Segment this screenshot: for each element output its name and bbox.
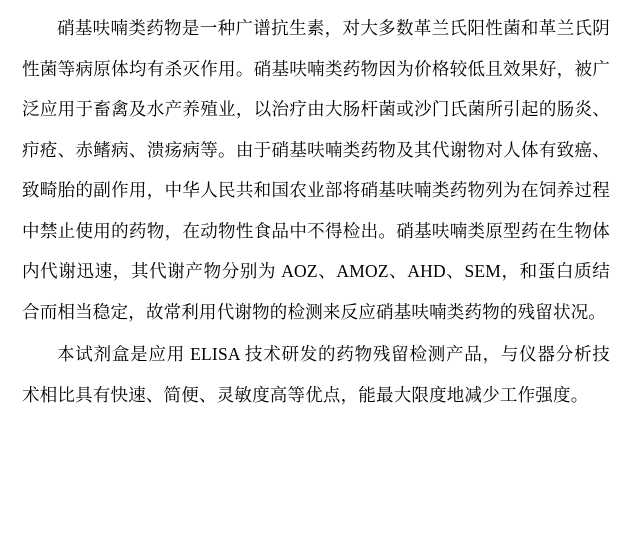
paragraph-1: 硝基呋喃类药物是一种广谱抗生素，对大多数革兰氏阳性菌和革兰氏阴性菌等病原体均有杀灭作用。硝基呋喃类药物因为价格较低且效果好，被广泛应用于畜禽及水产养殖业，以治疗由大肠杆菌或沙门氏菌所引起的肠炎、疖疮、赤鳍病、溃疡病等。由于硝基呋喃类药物及其代谢物对人体有致癌、致畸胎的副作用，中华人民共和国农业部将硝基呋喃类药物列为在饲养过程中禁止使用的药物，在动物性食品中不得检出。硝基呋喃类原型药在生物体内代谢迅速，其代谢产物分别为 AOZ、AMOZ、AHD、SEM，和蛋白质结合而相当稳定，故常利用代谢物的检测来反应硝基呋喃类药物的残留状况。 [22,18,610,322]
paragraph-2: 本试剂盒是应用 ELISA 技术研发的药物残留检测产品，与仪器分析技术相比具有快速、简便、灵敏度高等优点，能最大限度地减少工作强度。 [22,344,610,405]
